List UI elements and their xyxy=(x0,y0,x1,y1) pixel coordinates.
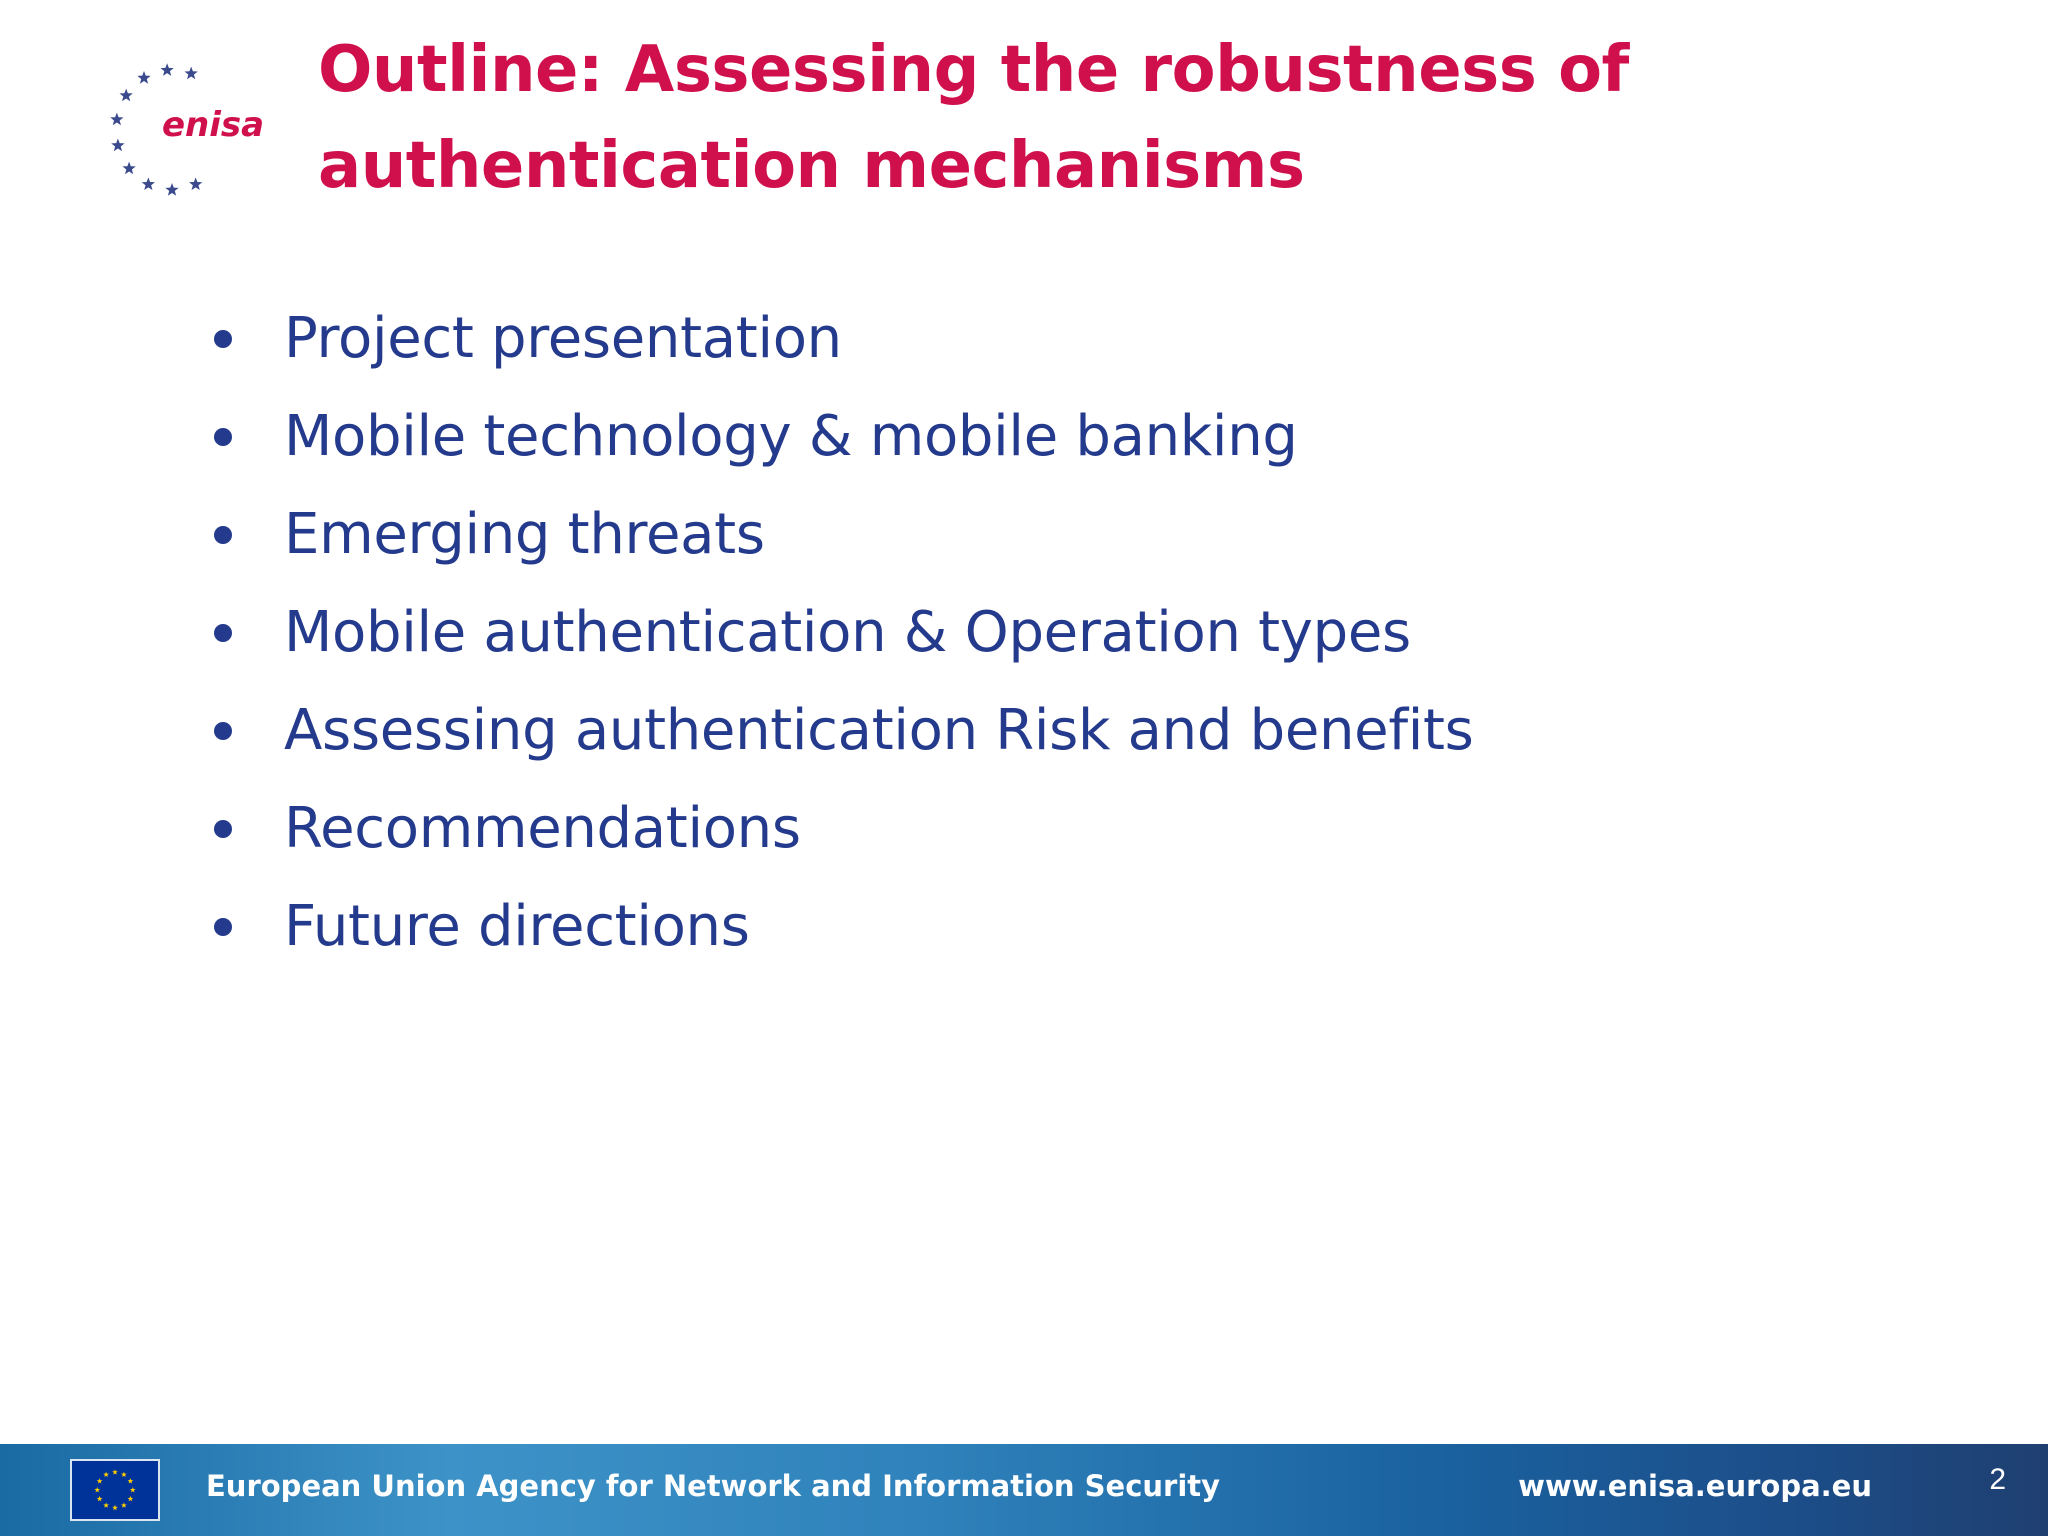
eu-flag-star xyxy=(128,1496,134,1501)
bullet-dot xyxy=(214,624,232,642)
title-line-1: Outline: Assessing the robustness of xyxy=(318,33,1629,107)
logo-star xyxy=(137,71,150,84)
bullet-item xyxy=(200,290,1474,388)
logo-star xyxy=(111,139,124,152)
bullet-item xyxy=(200,682,1474,780)
bullet-item xyxy=(200,584,1474,682)
outline-bullet-list xyxy=(200,290,1474,976)
logo-wordmark: enisa xyxy=(162,105,265,145)
footer-agency-name: European Union Agency for Network and Information Security xyxy=(206,1469,1221,1503)
eu-flag-star xyxy=(94,1487,100,1492)
logo-star xyxy=(110,113,123,126)
bullet-text: Mobile technology & mobile banking xyxy=(284,404,1298,469)
bullet-text: Future directions xyxy=(284,894,750,959)
eu-flag-star xyxy=(130,1487,136,1492)
bullet-text: Assessing authentication Risk and benefits xyxy=(284,698,1474,763)
title-line-2: authentication mechanisms xyxy=(318,129,1305,203)
logo-star xyxy=(165,183,178,196)
eu-flag-star-ring xyxy=(94,1469,135,1510)
page-number: 2 xyxy=(1989,1463,2006,1496)
eu-flag-star xyxy=(121,1472,127,1477)
logo-star xyxy=(189,177,202,190)
eu-flag-star xyxy=(112,1505,118,1510)
eu-flag-star xyxy=(112,1469,118,1474)
bullet-dot xyxy=(214,722,232,740)
logo-star xyxy=(142,177,155,190)
bullet-dot xyxy=(214,330,232,348)
eu-flag-star xyxy=(103,1502,109,1507)
eu-flag-star xyxy=(128,1478,134,1483)
eu-flag-star xyxy=(103,1472,109,1477)
bullet-dot xyxy=(214,820,232,838)
bullet-dot xyxy=(214,428,232,446)
bullet-dot xyxy=(214,526,232,544)
bullet-text: Recommendations xyxy=(284,796,801,861)
footer-bar xyxy=(0,1444,2048,1536)
bullet-item xyxy=(200,878,1474,976)
eu-flag-star xyxy=(121,1502,127,1507)
bullet-text: Project presentation xyxy=(284,306,842,371)
footer-website-link[interactable]: www.enisa.europa.eu xyxy=(1518,1469,1872,1503)
bullet-text: Emerging threats xyxy=(284,502,765,567)
eu-flag-star xyxy=(97,1478,103,1483)
bullet-item xyxy=(200,486,1474,584)
bullet-item xyxy=(200,388,1474,486)
logo-star xyxy=(119,89,132,102)
bullet-text: Mobile authentication & Operation types xyxy=(284,600,1411,665)
logo-star xyxy=(160,63,173,76)
eu-flag-icon xyxy=(70,1459,160,1521)
enisa-logo xyxy=(108,50,278,210)
slide-title xyxy=(318,22,1968,214)
eu-flag-star xyxy=(97,1496,103,1501)
logo-star xyxy=(122,162,135,175)
bullet-item xyxy=(200,780,1474,878)
logo-star xyxy=(185,67,198,80)
bullet-dot xyxy=(214,918,232,936)
